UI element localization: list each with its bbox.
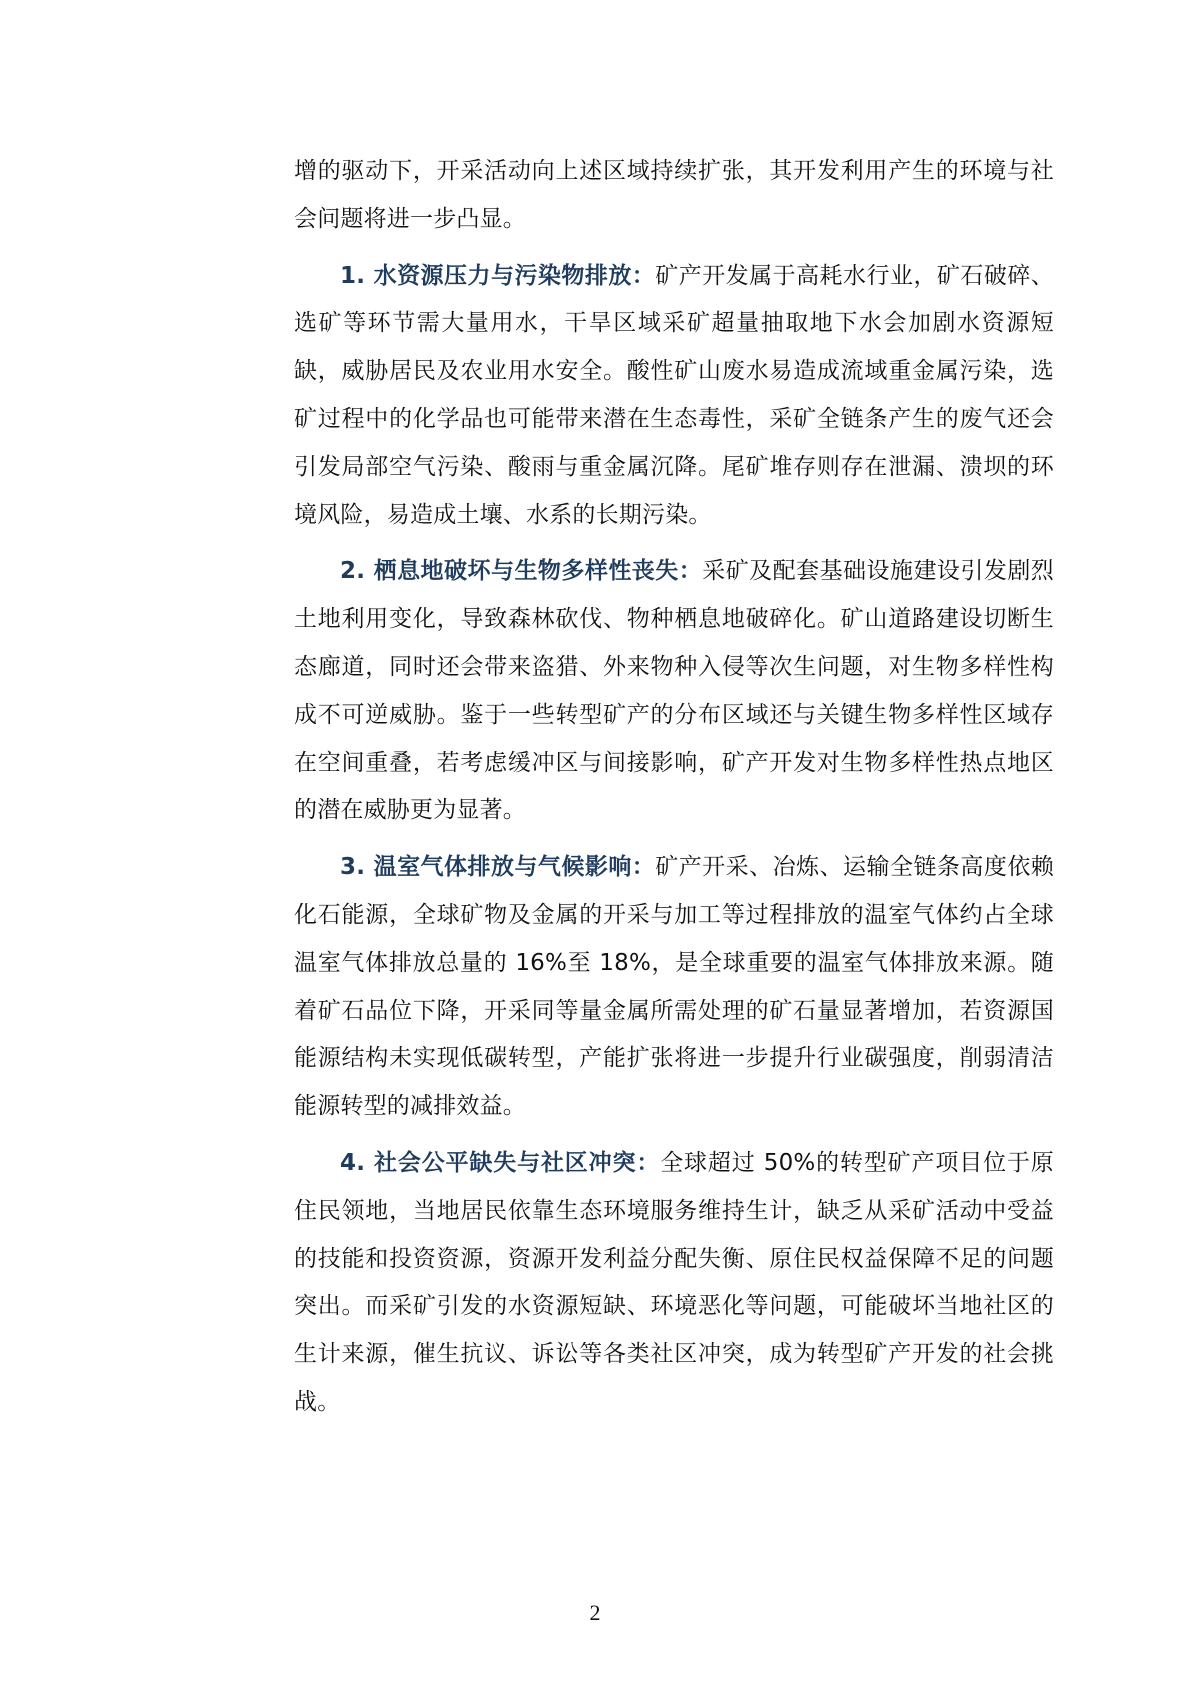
paragraph-text: 矿产开采、冶炼、运输全链条高度依赖化石能源，全球矿物及金属的开采与加工等过程排放的温室气体约占全球温室气体排放总量的 16%至 18%，是全球重要的温室气体排放来源。随着矿石品位下降，开采同等量金属所需处理的矿石量显著增加，若资源国能源结构未实现低碳转型，产能扩张将进一步提升行业碳强度，削弱清洁能源转型的减排效益。 [294,854,1054,1120]
paragraph-text: 增的驱动下，开采活动向上述区域持续扩张，其开发利用产生的环境与社会问题将进一步凸显。 [294,158,1054,232]
page-number: 2 [589,1600,601,1625]
paragraph-text: 采矿及配套基础设施建设引发剧烈土地利用变化，导致森林砍伐、物种栖息地破碎化。矿山道路建设切断生态廊道，同时还会带来盗猎、外来物种入侵等次生问题，对生物多样性构成不可逆威胁。鉴于一些转型矿产的分布区域还与关键生物多样性区域存在空间重叠，若考虑缓冲区与间接影响，矿产开发对生物多样性热点地区的潜在威胁更为显著。 [294,558,1055,824]
section-heading: 2. 栖息地破坏与生物多样性丧失： [340,558,703,585]
section-greenhouse-climate [294,844,1054,1131]
paragraph-text: 全球超过 50%的转型矿产项目位于原住民领地，当地居民依靠生态环境服务维持生计，缺乏从采矿活动中受益的技能和投资资源，资源开发利益分配失衡、原住民权益保障不足的问题突出。而采矿引发的水资源短缺、环境恶化等问题，可能破坏当地社区的生计来源，催生抗议、诉讼等各类社区冲突，成为转型矿产开发的社会挑战。 [294,1149,1054,1415]
page-body [294,148,1054,1427]
paragraph-continuation [294,148,1054,244]
section-heading: 3. 温室气体排放与气候影响： [340,854,656,881]
paragraph-text: 矿产开发属于高耗水行业，矿石破碎、选矿等环节需大量用水，干旱区域采矿超量抽取地下水会加剧水资源短缺，威胁居民及农业用水安全。酸性矿山废水易造成流域重金属污染，选矿过程中的化学品也可能带来潜在生态毒性，采矿全链条产生的废气还会引发局部空气污染、酸雨与重金属沉降。尾矿堆存则存在泄漏、溃坝的环境风险，易造成土壤、水系的长期污染。 [294,262,1054,528]
section-water-pollution [294,253,1054,540]
section-social-equity [294,1140,1054,1427]
section-habitat-biodiversity [294,548,1054,835]
section-heading: 4. 社会公平缺失与社区冲突： [340,1149,661,1176]
section-heading: 1. 水资源压力与污染物排放： [340,262,656,289]
